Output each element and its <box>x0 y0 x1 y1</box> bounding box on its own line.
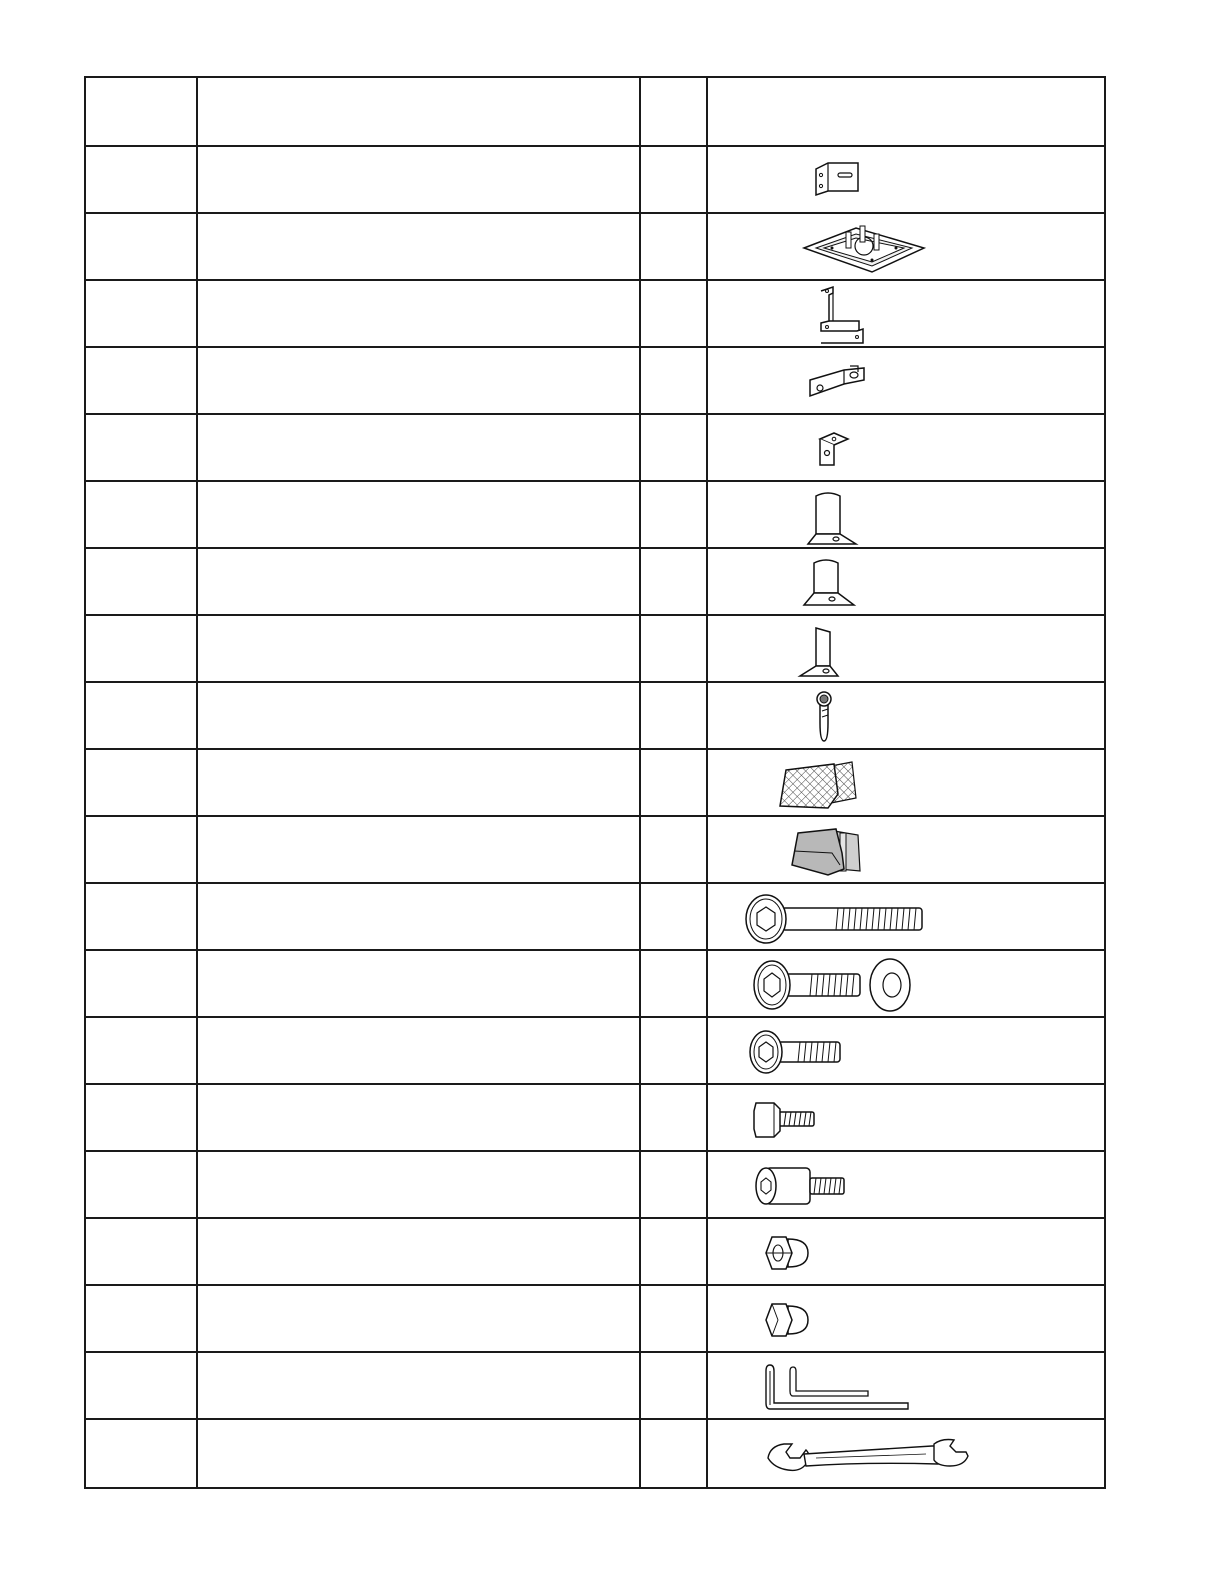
part-number-cell <box>86 951 196 1016</box>
table-row <box>86 413 1104 480</box>
table-row <box>86 1351 1104 1418</box>
part-quantity-cell <box>641 147 706 212</box>
part-quantity-cell <box>641 1018 706 1083</box>
part-description-cell <box>198 348 639 413</box>
part-quantity-cell <box>641 281 706 346</box>
part-quantity-cell <box>641 884 706 949</box>
z-bracket-icon <box>819 285 865 345</box>
anti-slip-pad-icon <box>776 758 860 812</box>
part-number-cell <box>86 147 196 212</box>
table-row <box>86 1016 1104 1083</box>
part-number-cell <box>86 683 196 748</box>
part-description-cell <box>198 683 639 748</box>
part-quantity-cell <box>641 549 706 614</box>
table-row <box>86 480 1104 547</box>
part-number-cell <box>86 1286 196 1351</box>
table-row <box>86 1418 1104 1489</box>
allen-keys-icon <box>762 1363 912 1415</box>
medium-hex-bolt-icon <box>748 1028 844 1076</box>
hex-bolt-with-washer-icon <box>750 957 918 1013</box>
part-description-cell <box>198 951 639 1016</box>
part-description-cell <box>198 884 639 949</box>
part-quantity-cell <box>641 415 706 480</box>
part-description-cell <box>198 415 639 480</box>
part-quantity-cell <box>641 1085 706 1150</box>
part-number-cell <box>86 1420 196 1489</box>
square-mounting-plate-icon <box>802 220 926 274</box>
part-description-cell <box>198 1085 639 1150</box>
part-description-cell <box>198 549 639 614</box>
table-header-row <box>86 78 1104 145</box>
t-bolt-icon <box>752 1099 818 1139</box>
adhesive-tape-pad-icon <box>784 825 864 881</box>
part-number-cell <box>86 1152 196 1217</box>
shoulder-bolt-icon <box>754 1164 848 1208</box>
open-end-wrench-icon <box>766 1436 970 1476</box>
part-number-cell <box>86 750 196 815</box>
part-description-cell <box>198 1018 639 1083</box>
cap-nut-icon <box>762 1231 812 1275</box>
part-description-cell <box>198 1152 639 1217</box>
long-hex-bolt-icon <box>742 892 926 944</box>
table-row <box>86 1284 1104 1351</box>
part-quantity-cell <box>641 616 706 681</box>
part-number-cell <box>86 884 196 949</box>
table-row <box>86 346 1104 413</box>
part-quantity-cell <box>641 817 706 882</box>
table-row <box>86 279 1104 346</box>
part-number-cell <box>86 817 196 882</box>
part-description-cell <box>198 616 639 681</box>
table-row <box>86 1217 1104 1284</box>
table-row <box>86 212 1104 279</box>
part-description-cell <box>198 750 639 815</box>
small-corner-bracket-icon <box>818 431 852 467</box>
part-quantity-cell <box>641 683 706 748</box>
table-row <box>86 681 1104 748</box>
part-number-cell <box>86 616 196 681</box>
part-number-cell <box>86 1353 196 1418</box>
part-description-cell <box>198 1353 639 1418</box>
part-description-cell <box>198 482 639 547</box>
part-quantity-cell <box>641 951 706 1016</box>
part-description-cell <box>198 147 639 212</box>
cap-nut-small-icon <box>762 1298 812 1342</box>
part-number-cell <box>86 214 196 279</box>
part-description-cell <box>198 1219 639 1284</box>
part-quantity-cell <box>641 348 706 413</box>
part-description-cell <box>198 281 639 346</box>
part-description-cell <box>198 1420 639 1489</box>
part-number-cell <box>86 482 196 547</box>
key-clip-icon <box>814 689 836 745</box>
table-row <box>86 1083 1104 1150</box>
part-quantity-cell <box>641 750 706 815</box>
table-row <box>86 748 1104 815</box>
narrow-angle-bracket-icon <box>798 624 842 680</box>
table-row <box>86 614 1104 681</box>
part-quantity-cell <box>641 1420 706 1489</box>
part-number-cell <box>86 549 196 614</box>
header-image-cell <box>708 78 1104 145</box>
part-quantity-cell <box>641 1152 706 1217</box>
part-description-cell <box>198 214 639 279</box>
angled-bracket-icon <box>808 364 868 400</box>
tall-angle-bracket-icon <box>806 490 862 546</box>
part-quantity-cell <box>641 1286 706 1351</box>
small-l-bracket-icon <box>812 161 862 197</box>
part-quantity-cell <box>641 1353 706 1418</box>
part-quantity-cell <box>641 482 706 547</box>
header-number-cell <box>86 78 196 145</box>
part-number-cell <box>86 1085 196 1150</box>
part-description-cell <box>198 1286 639 1351</box>
part-number-cell <box>86 415 196 480</box>
table-row <box>86 1150 1104 1217</box>
table-row <box>86 882 1104 949</box>
part-number-cell <box>86 281 196 346</box>
header-description-cell <box>198 78 639 145</box>
part-number-cell <box>86 1219 196 1284</box>
header-quantity-cell <box>641 78 706 145</box>
part-quantity-cell <box>641 214 706 279</box>
part-number-cell <box>86 1018 196 1083</box>
part-number-cell <box>86 348 196 413</box>
parts-list-table <box>84 76 1106 1489</box>
table-row <box>86 145 1104 212</box>
table-row <box>86 815 1104 882</box>
table-row <box>86 949 1104 1016</box>
medium-angle-bracket-icon <box>802 557 858 609</box>
table-row <box>86 547 1104 614</box>
part-quantity-cell <box>641 1219 706 1284</box>
part-description-cell <box>198 817 639 882</box>
